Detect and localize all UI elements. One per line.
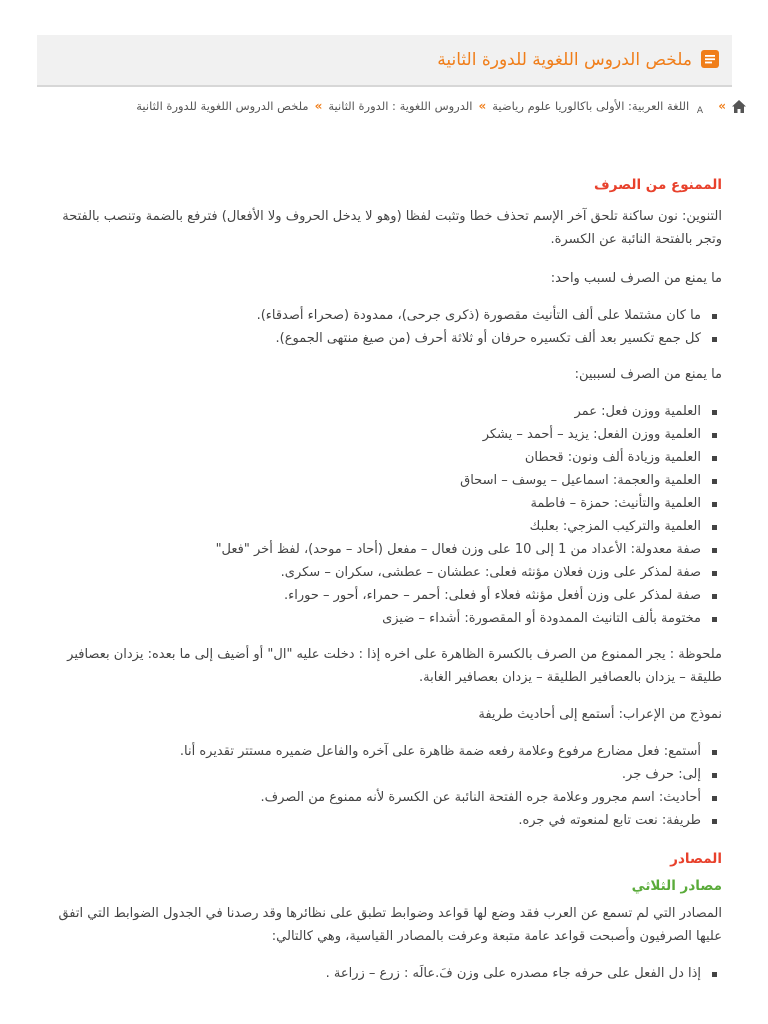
list-item: كل جمع تكسير بعد ألف تكسيره حرفان أو ثلاثة أحرف (من صيغ منتهى الجموع). (48, 327, 722, 350)
section-title-masadir: المصادر (670, 851, 722, 867)
breadcrumb-current: ملخص الدروس اللغوية للدورة الثانية (136, 99, 309, 113)
breadcrumb (136, 96, 746, 116)
list-item: أحاديث: اسم مجرور وعلامة جره الفتحة النائبة عن الكسرة لأنه ممنوع من الصرف. (48, 786, 722, 809)
masadir-paragraph: المصادر التي لم تسمع عن العرب فقد وضع لها قواعد وضوابط تطبق على نظائرها وقد رصدنا في الجدول الضوابط التي اتفق عليها الصرفيون وأصبحت قواعد عامة متبعة وعرفت بالمصادر القياسية، وهي كالتالي: (58, 906, 722, 944)
translate-icon (695, 99, 712, 114)
list-item: صفة لمذكر على وزن أفعل مؤنثه فعلاء أو فعلى: أحمر – حمراء، أحور – حوراء. (48, 584, 722, 607)
page-header (37, 35, 732, 87)
list-item: طريفة: نعت تابع لمنعوته في جره. (48, 809, 722, 832)
tanween-definition: التنوين: نون ساكنة تلحق آخر الإسم تحذف خطا وتثبت لفظا (وهو لا يدخل الحروف ولا الأفعال) فترفع بالضمة وتنصب بالفتحة وتجر بالفتحة النائبة عن الكسرة. (62, 209, 722, 247)
list-item: إذا دل الفعل على حرفه جاء مصدره على وزن فَ.عالَه : زرع – زراعة . (48, 962, 722, 985)
note-paragraph: ملحوظة : يجر الممنوع من الصرف بالكسرة الظاهرة على اخره إذا : دخلت عليه "ال" أو أضيف إلى ما بعده: يزدان بعصافير طليقة – يزدان بالعصافير الطليقة – يزدان بعصافير الغابة. (67, 647, 722, 685)
list-item: صفة لمذكر على وزن فعلان مؤنثه فعلى: عطشان – عطشى، سكران – سكرى. (48, 561, 722, 584)
breadcrumb-separator: » (314, 99, 323, 113)
document-icon (700, 49, 720, 69)
two-reasons-heading: ما يمنع من الصرف لسببين: (574, 367, 722, 382)
article-content (48, 170, 722, 985)
list-item: مختومة بألف التانيث الممدودة أو المقصورة: أشداء – ضيزى (48, 607, 722, 630)
home-icon[interactable] (732, 100, 746, 113)
list-item: العلمية وزيادة ألف ونون: قحطان (48, 446, 722, 469)
parsing-list (48, 740, 722, 832)
list-item: أستمع: فعل مضارع مرفوع وعلامة رفعه ضمة ظاهرة على آخره والفاعل ضميره مستتر تقديره أنا. (48, 740, 722, 763)
list-item: إلى: حرف جر. (48, 763, 722, 786)
one-reason-list (48, 304, 722, 350)
list-item: صفة معدولة: الأعداد من 1 إلى 10 على وزن فعال – مفعل (أحاد – موحد)، لفظ أخر "فعل" (48, 538, 722, 561)
breadcrumb-link-subject[interactable]: اللغة العربية: الأولى باكالوريا علوم رياضية (492, 99, 690, 113)
list-item: العلمية والتركيب المزجي: بعلبك (48, 515, 722, 538)
breadcrumb-separator: » (718, 99, 726, 113)
two-reasons-list (48, 400, 722, 630)
one-reason-heading: ما يمنع من الصرف لسبب واحد: (550, 271, 722, 286)
svg-text:A: A (697, 105, 704, 114)
list-item: ما كان مشتملا على ألف التأنيث مقصورة (ذكرى جرحى)، ممدودة (صحراء أصدقاء). (48, 304, 722, 327)
list-item: العلمية ووزن الفعل: يزيد – أحمد – يشكر (48, 423, 722, 446)
list-item: العلمية والعجمة: اسماعيل – يوسف – اسحاق (48, 469, 722, 492)
list-item: العلمية ووزن فعل: عمر (48, 400, 722, 423)
parsing-heading: نموذج من الإعراب: أستمع إلى أحاديث طريفة (478, 707, 722, 722)
masadir-list (48, 962, 722, 985)
subsection-title-thulathi: مصادر الثلاثي (631, 878, 722, 894)
breadcrumb-separator: » (478, 99, 487, 113)
section-title-mamnoo: الممنوع من الصرف (594, 177, 722, 193)
page-title: ملخص الدروس اللغوية للدورة الثانية (437, 50, 692, 70)
list-item: العلمية والتأنيث: حمزة – فاطمة (48, 492, 722, 515)
breadcrumb-link-lessons[interactable]: الدروس اللغوية : الدورة الثانية (328, 99, 473, 113)
